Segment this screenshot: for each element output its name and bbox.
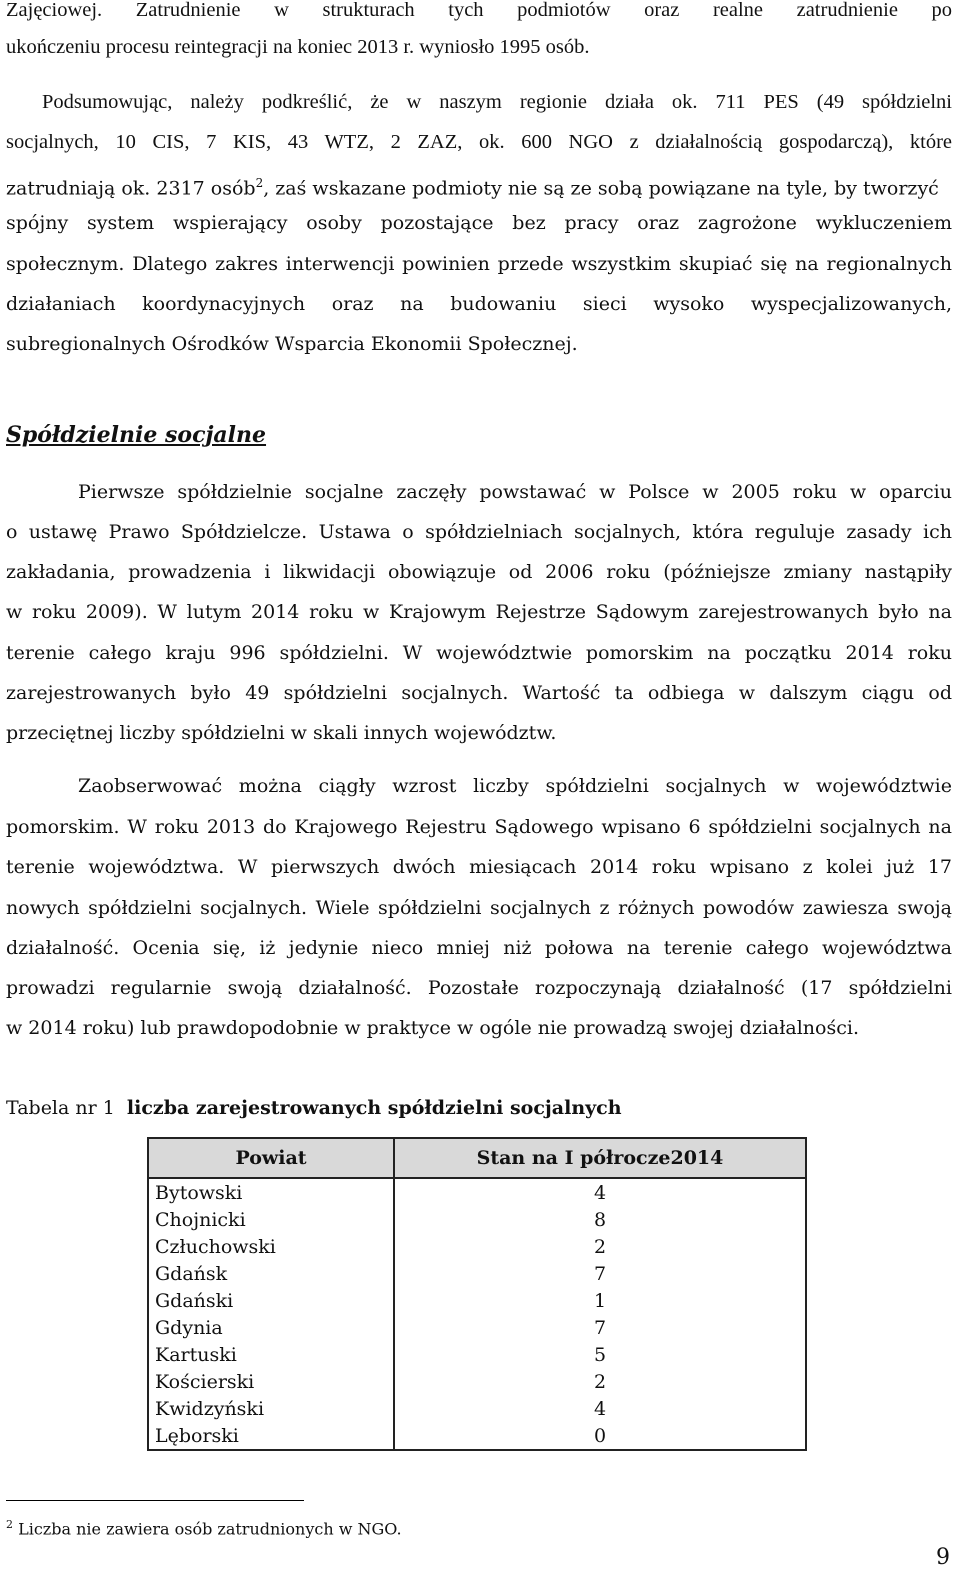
text-line: terenie województwa. W pierwszych dwóch miesiącach 2014 roku wpisano z kolei już 17 [6,856,952,878]
column-header: Stan na I półrocze2014 [394,1138,806,1178]
text-line: zarejestrowanych było 49 spółdzielni socjalnych. Wartość ta odbiega w dalszym ciągu od [6,682,952,704]
text-line: terenie całego kraju 996 spółdzielni. W województwie pomorskim na początku 2014 roku [6,642,952,664]
text-line: socjalnych, 10 CIS, 7 KIS, 43 WTZ, 2 ZAZ, ok. 600 NGO z działalnością gospodarczą), które [6,131,952,153]
table-caption-title: liczba zarejestrowanych spółdzielni socjalnych [126,1097,622,1119]
table-cell: Gdańsk [148,1260,394,1287]
table-caption [6,1097,622,1119]
table-cell: Kościerski [148,1368,394,1395]
text-line: prowadzi regularnie swoją działalność. Pozostałe rozpoczynają działalność (17 spółdzielni [6,977,952,999]
table-row [148,1368,806,1395]
text-line [6,171,952,200]
cooperatives-table [147,1137,807,1451]
table-cell: 5 [394,1341,806,1368]
table-row [148,1422,806,1450]
table-cell: Gdański [148,1287,394,1314]
table-cell: 7 [394,1314,806,1341]
text-line: ukończeniu procesu reintegracji na koniec 2013 r. wyniosło 1995 osób. [6,36,590,58]
table-cell: 4 [394,1178,806,1206]
table-cell: Gdynia [148,1314,394,1341]
table-cell: Kartuski [148,1341,394,1368]
column-header: Powiat [148,1138,394,1178]
text-line: o ustawę Prawo Spółdzielcze. Ustawa o spółdzielniach socjalnych, która reguluje zasady ich [6,521,952,543]
table-cell: 2 [394,1233,806,1260]
table-cell: Lęborski [148,1422,394,1450]
footnote-number: 2 [6,1518,13,1531]
table-cell: Bytowski [148,1178,394,1206]
text-line: nowych spółdzielni socjalnych. Wiele spółdzielni socjalnych z różnych powodów zawiesza swoją [6,897,952,919]
text-fragment: , zaś wskazane podmioty nie są ze sobą powiązane na tyle, by tworzyć [263,177,939,200]
table-row [148,1341,806,1368]
footnote-divider [6,1500,304,1501]
page-number: 9 [936,1545,950,1570]
table-row [148,1395,806,1422]
text-line: w 2014 roku) lub prawdopodobnie w praktyce w ogóle nie prowadzą swojej działalności. [6,1017,859,1039]
text-line: w roku 2009). W lutym 2014 roku w Krajowym Rejestrze Sądowym zarejestrowanych było na [6,601,952,623]
footnote [6,1518,402,1538]
text-line: przeciętnej liczby spółdzielni w skali innych województw. [6,722,557,744]
text-line: Pierwsze spółdzielnie socjalne zaczęły powstawać w Polsce w 2005 roku w oparciu [78,481,952,503]
footnote-ref: 2 [255,176,264,190]
text-line: zakładania, prowadzenia i likwidacji obowiązuje od 2006 roku (późniejsze zmiany nastąpiły [6,561,952,583]
table-cell: 7 [394,1260,806,1287]
table-header-row [148,1138,806,1178]
text-line: działalność. Ocenia się, iż jedynie nieco mniej niż połowa na terenie całego województwa [6,937,952,959]
section-title: Spółdzielnie socjalne [6,422,267,448]
table-row [148,1314,806,1341]
text-line: spójny system wspierający osoby pozostające bez pracy oraz zagrożone wykluczeniem [6,212,952,234]
table-row [148,1233,806,1260]
footnote-text: Liczba nie zawiera osób zatrudnionych w NGO. [18,1519,402,1539]
table-cell: 4 [394,1395,806,1422]
table-row [148,1178,806,1206]
table-caption-prefix: Tabela nr 1 [6,1097,115,1119]
text-line: Zajęciowej. Zatrudnienie w strukturach tych podmiotów oraz realne zatrudnienie po [6,0,952,21]
table-cell: 2 [394,1368,806,1395]
table-cell: Kwidzyński [148,1395,394,1422]
table-cell: 8 [394,1206,806,1233]
text-line: działaniach koordynacyjnych oraz na budowaniu sieci wysoko wyspecjalizowanych, [6,293,952,315]
table-cell: Chojnicki [148,1206,394,1233]
table-cell: 1 [394,1287,806,1314]
text-line: subregionalnych Ośrodków Wsparcia Ekonomii Społecznej. [6,333,578,355]
table-cell: Człuchowski [148,1233,394,1260]
table-row [148,1287,806,1314]
text-line: pomorskim. W roku 2013 do Krajowego Rejestru Sądowego wpisano 6 spółdzielni socjalnych na [6,816,952,838]
text-line: społecznym. Dlatego zakres interwencji powinien przede wszystkim skupiać się na regionalnych [6,253,952,275]
table-cell: 0 [394,1422,806,1450]
text-fragment: zatrudniają ok. 2317 osób [6,177,256,200]
table-row [148,1206,806,1233]
text-line: Podsumowując, należy podkreślić, że w naszym regionie działa ok. 711 PES (49 spółdzielni [42,91,952,113]
table-row [148,1260,806,1287]
text-line: Zaobserwować można ciągły wzrost liczby spółdzielni socjalnych w województwie [78,775,952,797]
